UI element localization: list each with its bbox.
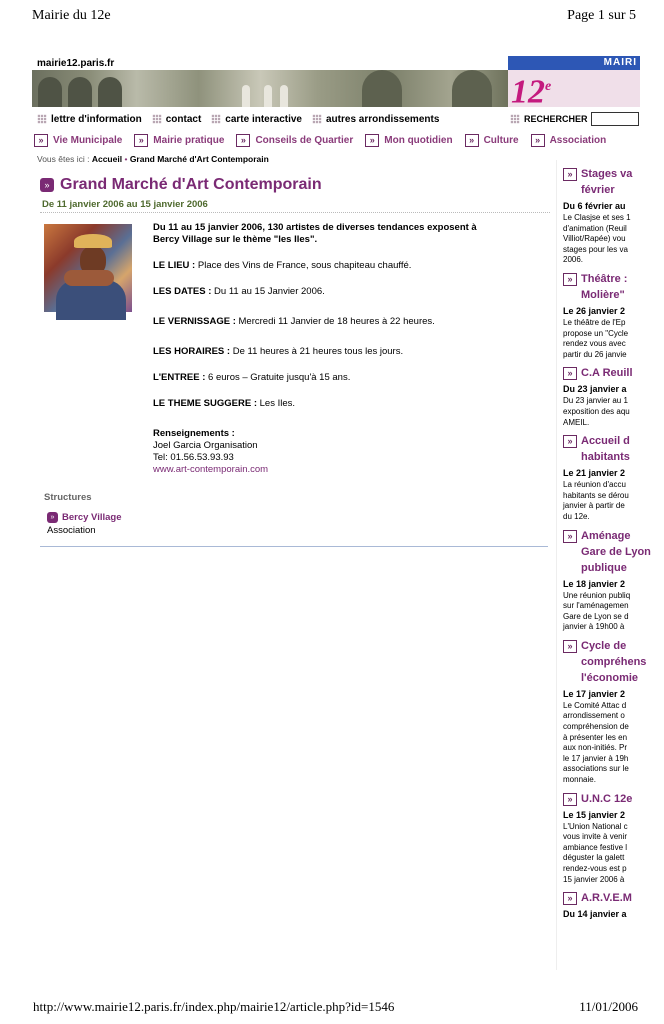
article-theme [153,398,548,410]
top-nav-other-districts[interactable] [312,114,439,125]
sidebar-item-text: L'Union National c vous invite à venir ambiance festive l déguster la galett rendez-vous est p 15 janvier 2006 à [563,821,628,884]
article-title-row [40,176,322,194]
article-lieu [153,260,548,272]
breadcrumb-current: Grand Marché d'Art Contemporain [129,154,269,164]
banner-arch-shape [68,77,92,107]
header-banner-image [32,70,508,107]
sidebar-item-text: Une réunion publiq sur l'aménagemen Gare de Lyon se d janvier à 19h00 à [563,590,631,632]
sidebar-item-title-row[interactable] [563,791,638,807]
top-nav-interactive-map[interactable] [211,114,302,125]
theme-value: Les Iles. [256,398,296,409]
sidebar-item-date: Du 23 janvier a [563,384,627,395]
contact-tel: Tel: 01.56.53.93.93 [153,452,234,463]
top-nav-label: lettre d'information [51,113,142,125]
sidebar-item-title-row[interactable] [563,528,651,576]
grid-icon [211,114,221,124]
sidebar-item-title-row[interactable] [563,638,647,686]
sidebar-item-title[interactable]: Cycle de compréhens l'économie [581,639,647,684]
lieu-label: LE LIEU : [153,260,196,271]
contact-name: Joel Garcia Organisation [153,440,258,451]
nav-label: Association [549,134,607,146]
article-body [153,222,548,476]
sidebar-item-date: Du 6 février au [563,201,626,211]
grid-icon [152,114,162,124]
sidebar-item-title[interactable]: Accueil d habitants [581,435,630,464]
structures-heading: Structures [44,492,92,503]
chevron-right-icon: » [563,793,577,806]
sidebar-item-text: Du 23 janvier au 1 exposition des aqu AMEIL. [563,396,630,427]
nav-vie-municipale[interactable] [34,134,122,147]
contact-website-link[interactable]: www.art-contemporain.com [153,464,269,475]
sidebar-item-title[interactable]: Stages va février [581,168,633,196]
horaires-value: De 11 heures à 21 heures tous les jours. [230,346,404,357]
breadcrumb-separator: • [124,154,128,164]
chevron-right-icon: » [563,273,577,286]
article-contact-label [153,428,548,440]
sidebar-item-title-row[interactable] [563,271,638,303]
chevron-right-icon: » [563,530,577,543]
print-header-title: Mairie du 12e [32,8,111,23]
sidebar-item-date: Le 15 janvier 2 [563,809,626,820]
top-nav [37,112,449,126]
structure-name-link[interactable]: Bercy Village [62,512,122,523]
breadcrumb [37,154,269,164]
sidebar-item-title-row[interactable] [563,433,638,465]
chevron-right-icon: » [563,367,577,380]
nav-conseils-de-quartier[interactable] [236,134,353,147]
search-input[interactable] [591,112,639,126]
grid-icon [510,114,520,124]
sidebar-item-title[interactable]: A.R.V.E.M [581,892,632,905]
dates-label: LES DATES : [153,286,212,297]
artwork-hands-shape [64,270,114,286]
vernissage-label: LE VERNISSAGE : [153,316,236,327]
top-nav-newsletter[interactable] [37,114,142,125]
structure-item[interactable] [47,512,122,523]
chevron-right-icon: » [34,134,48,147]
arrow-bullet-icon: » [40,178,54,192]
nav-label: Vie Municipale [53,134,123,146]
breadcrumb-home-link[interactable]: Accueil [91,154,123,164]
print-header-page: Page 1 sur 5 [567,8,636,23]
article-vernissage [153,316,548,328]
contact-label: Renseignements : [153,428,235,439]
sidebar-item-text: Le Clasjse et ses 1 d'animation (Reuil Villiot/Rapée) vou stages pour les va 2006. [563,213,631,265]
chevron-right-icon: » [563,168,577,181]
logo-mairie-text: MAIRI [603,57,637,68]
banner-figure-shape [280,85,288,107]
sidebar-item-text: Le Comité Attac d arrondissement o compréhension de à présenter les en aux non-initiés. Pr le 17 janvier à 19h associations sur le monnaie. [563,700,629,785]
sidebar-item-title[interactable]: C.A Reuill [581,367,633,380]
nav-label: Mon quotidien [384,134,453,146]
chevron-right-icon: » [236,134,250,147]
banner-arch-shape [38,77,62,107]
nav-association[interactable] [531,134,607,147]
nav-mon-quotidien[interactable] [365,134,452,147]
horaires-label: LES HORAIRES : [153,346,231,357]
sidebar-item-title[interactable]: Théâtre : Molière" [581,272,628,301]
nav-label: Mairie pratique [153,134,225,146]
article-dates [153,286,548,298]
sidebar-item-title-row[interactable] [563,365,638,381]
dates-value: Du 11 au 15 Janvier 2006. [211,286,325,297]
vernissage-value: Mercredi 11 Janvier de 18 heures à 22 heures. [235,316,435,327]
top-nav-label: contact [165,113,202,125]
chevron-right-icon: » [465,134,479,147]
article-date-range: De 11 janvier 2006 au 15 janvier 2006 [42,199,208,210]
grid-icon [37,114,47,124]
sidebar-item-date: Le 18 janvier 2 [563,578,626,589]
banner-figure-shape [264,85,272,107]
chevron-right-icon: » [134,134,148,147]
article-lead [153,222,548,246]
search-label: RECHERCHER [524,114,588,124]
print-footer-date: 11/01/2006 [579,999,638,1014]
print-footer-url: http://www.mairie12.paris.fr/index.php/mairie12/article.php?id=1546 [33,999,395,1014]
sidebar-item-date: Du 14 janvier a [563,909,627,920]
title-divider [40,212,550,213]
chevron-right-icon: » [531,134,545,147]
main-nav [34,132,618,148]
breadcrumb-prefix: Vous êtes ici : [37,154,90,164]
logo-number-suffix: e [545,79,552,94]
chevron-right-icon: » [563,435,577,448]
arrow-bullet-icon: » [47,512,58,523]
sidebar-item-title[interactable]: U.N.C 12e [581,792,633,805]
search-area [510,112,639,126]
sidebar-news [563,166,651,921]
sidebar-item-text: La réunion d'accu habitants se dérou janvier à partir de du 12e. [563,480,629,521]
sidebar-item-title-row[interactable] [563,166,638,198]
grid-icon [312,114,322,124]
artwork-hat-shape [74,234,112,248]
nav-culture[interactable] [465,134,519,147]
article-horaires [153,346,548,358]
top-nav-contact[interactable] [152,114,202,125]
article-lead-line2: Bercy Village sur le thème "les Iles". [153,234,318,245]
nav-label: Conseils de Quartier [255,134,354,146]
sidebar-item-date: Le 21 janvier 2 [563,468,626,479]
mairie-logo[interactable] [508,56,640,111]
chevron-right-icon: » [563,640,577,653]
sidebar-divider [556,160,557,970]
sidebar-item-text: Le théâtre de l'Ep propose un "Cycle rendez vous avec partir du 26 janvie [563,317,629,359]
banner-tree-shape [362,70,402,107]
top-nav-label: autres arrondissements [326,113,440,125]
article-entree [153,372,548,384]
sidebar-item-title-row[interactable] [563,890,638,906]
article-lead-line1: Du 11 au 15 janvier 2006, 130 artistes de diverses tendances exposent à [153,222,477,233]
structure-type: Association [47,525,96,536]
banner-figure-shape [242,85,250,107]
theme-label: LE THEME SUGGERE : [153,398,257,409]
banner-arch-shape [98,77,122,107]
banner-tree-shape [452,70,492,107]
logo-number [511,68,551,111]
chevron-right-icon: » [365,134,379,147]
page-title: Grand Marché d'Art Contemporain [60,176,322,193]
artwork-image [44,224,132,312]
top-nav-label: carte interactive [225,113,302,125]
nav-label: Culture [483,134,519,146]
logo-number-digits: 12 [511,73,545,111]
site-url-label[interactable]: mairie12.paris.fr [37,58,115,69]
sidebar-item-title[interactable]: Aménage Gare de Lyon publique [581,529,651,574]
nav-mairie-pratique[interactable] [134,134,224,147]
artwork-coat-shape [56,280,126,320]
lieu-value: Place des Vins de France, sous chapiteau chauffé. [195,260,412,271]
sidebar-item-date: Le 26 janvier 2 [563,305,626,316]
chevron-right-icon: » [563,892,577,905]
content-divider [40,546,548,547]
entree-value: 6 euros – Gratuite jusqu'à 15 ans. [205,372,351,383]
sidebar-item-date: Le 17 janvier 2 [563,688,626,699]
entree-label: L'ENTREE : [153,372,206,383]
